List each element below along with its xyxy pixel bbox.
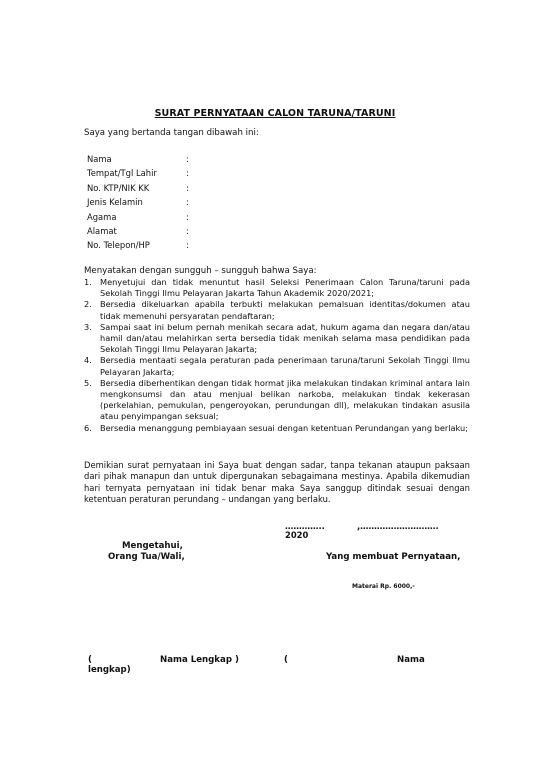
statement-text: Menyatakan dengan sungguh – sungguh bahwa Saya: [84,266,317,276]
list-text: Menyetujui dan tidak menuntut hasil Seleksi Penerimaan Calon Taruna/taruni pada Sekolah Tinggi Ilmu Pelayaran Jakarta Tahun Akademik 2020/2021; [100,277,470,299]
list-number: 2. [84,299,92,310]
left-sign-role: Orang Tua/Wali, [108,552,185,562]
list-text: Sampai saat ini belum pernah menikah secara adat, hukum agama dan negara dan/atau hamil dan/atau melahirkan serta bersedia tidak menikah selama masa pendidikan pada Sekolah Tinggi Ilmu Pelayaran Jakarta; [100,321,470,355]
field-colon: : [186,154,189,164]
date-place-blank: ………….. [285,521,325,531]
list-item [84,277,470,299]
date-day-month-blank: ,………………………. [357,521,439,531]
list-number: 5. [84,377,92,388]
stamp-duty-label: Materai Rp. 6000,- [352,583,415,590]
intro-text: Saya yang bertanda tangan dibawah ini: [84,128,259,138]
document-title: SURAT PERNYATAAN CALON TARUNA/TARUNI [154,108,396,119]
list-number: 1. [84,277,92,287]
list-item [84,355,470,377]
list-number: 4. [84,355,92,366]
list-text: Bersedia mentaati segala peraturan pada penerimaan taruna/taruni Sekolah Tinggi Ilmu Pelayaran Jakarta; [100,355,470,377]
field-colon: : [186,226,189,236]
signature-name-right: Nama [397,655,425,665]
list-number: 6. [84,422,92,433]
left-sign-heading: Mengetahui, [122,541,183,551]
signature-name-right-cont: lengkap) [88,665,131,675]
list-text: Bersedia menanggung pembiayaan sesuai dengan ketentuan Perundangan yang berlaku; [100,422,468,433]
right-sign-role: Yang membuat Pernyataan, [326,552,461,562]
signature-name-left: Nama Lengkap ) [160,655,239,665]
date-year: 2020 [285,530,309,540]
signature-open-paren: ( [88,655,92,665]
field-label-jenis-kelamin: Jenis Kelamin [87,197,143,207]
field-colon: : [186,212,189,222]
signature-open-paren: ( [284,655,288,665]
field-label-ttl: Tempat/Tgl Lahir [87,168,157,178]
closing-paragraph: Demikian surat pernyataan ini Saya buat dengan sadar, tanpa tekanan ataupun paksaan dari pihak manapun dan untuk dipergunakan sebagaimana mestinya. Apabila dikemudian hari ternyata pernyataan ini tidak benar maka Saya sanggup ditindak sesuai dengan ketentuan peraturan perundang – undangan yang berlaku. [84,460,470,505]
field-colon: : [186,168,189,178]
list-item [84,378,470,423]
list-number: 3. [84,321,92,332]
list-text: Bersedia diberhentikan dengan tidak hormat jika melakukan tindakan kriminal antara lain mengkonsumsi dan atau menjual belikan narkoba, melakukan tindak kekerasan (perkelahian, pemukulan, pengeroyokan, perundungan dll), melakukan tindakan asusila atau penyimpangan seksual; [100,377,470,422]
list-item [84,299,470,321]
field-label-alamat: Alamat [87,226,117,236]
list-item [84,423,470,434]
list-text: Bersedia dikeluarkan apabila terbukti melakukan pemalsuan identitas/dokumen atau tidak memenuhi persyaratan pendaftaran; [100,299,470,321]
field-label-ktp: No. KTP/NIK KK [87,183,150,193]
field-label-agama: Agama [87,212,117,222]
statement-list [84,277,470,434]
field-colon: : [186,240,189,250]
field-colon: : [186,183,189,193]
list-item [84,322,470,356]
field-label-nama: Nama [87,154,112,164]
field-colon: : [186,197,189,207]
field-label-telepon: No. Telepon/HP [87,240,150,250]
